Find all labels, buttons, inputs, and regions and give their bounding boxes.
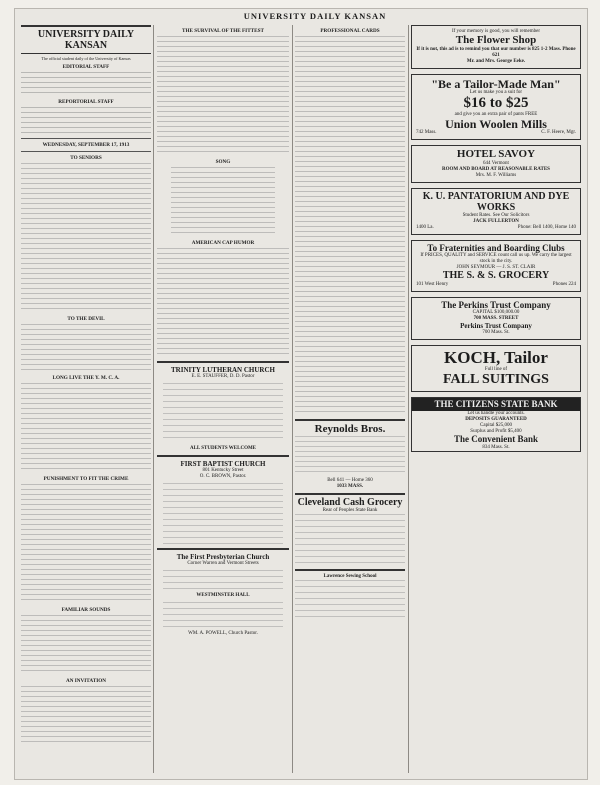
column-rule bbox=[292, 25, 293, 773]
ad-address: 700 Mass. St. bbox=[482, 330, 510, 336]
ad-address: 644 Vermont bbox=[483, 161, 509, 167]
ad-title: The Flower Shop bbox=[455, 34, 537, 46]
ad-address: 1033 MASS. bbox=[336, 483, 364, 489]
ad-title: The Perkins Trust Company bbox=[441, 299, 551, 310]
service-times bbox=[163, 570, 283, 590]
tailor-ad bbox=[411, 74, 581, 141]
church-note: ALL STUDENTS WELCOME bbox=[189, 446, 257, 451]
article-text bbox=[21, 484, 151, 604]
ad-address: 1400 La. bbox=[416, 225, 434, 231]
ad-names: JOHN SEYMOUR — J. S. ST. CLAIR bbox=[456, 265, 536, 271]
church-ad-title: The First Presbyterian Church bbox=[176, 553, 270, 561]
ad-line: Student Rates. See Our Solicitors bbox=[462, 213, 530, 219]
ad-title: Lawrence Sewing School bbox=[323, 574, 377, 580]
ad-text bbox=[295, 580, 405, 620]
ad-address: 834 Mass. St. bbox=[482, 444, 510, 450]
ad-firm: THE S. & S. GROCERY bbox=[442, 270, 550, 282]
service-times bbox=[163, 602, 283, 628]
ads-column bbox=[411, 25, 581, 457]
article-text bbox=[157, 248, 289, 358]
church-ad-title: TRINITY LUTHERAN CHURCH bbox=[171, 366, 275, 374]
ad-owner: JACK FULLERTON bbox=[473, 219, 519, 225]
ad-line: Full line of bbox=[484, 367, 508, 373]
ad-line: and give you an extra pair of pants FREE bbox=[454, 111, 538, 117]
article-heading: THE SURVIVAL OF THE FITTEST bbox=[182, 28, 264, 34]
church-address: 801 Kentucky Street bbox=[202, 468, 244, 473]
ad-phone: Phone: Bell 1400, Home 140 bbox=[517, 225, 576, 231]
column-rule bbox=[153, 25, 154, 773]
poem-heading: SONG bbox=[215, 159, 231, 165]
ad-sub: DEPOSITS GUARANTEED bbox=[465, 417, 527, 423]
article-text bbox=[21, 163, 151, 313]
date-line: WEDNESDAY, SEPTEMBER 17, 1913 bbox=[42, 142, 130, 149]
staff-heading: REPORTORIAL STAFF bbox=[58, 99, 114, 106]
article-heading: TO SENIORS bbox=[70, 155, 102, 162]
church-ad-title: FIRST BAPTIST CHURCH bbox=[180, 460, 266, 468]
article-text bbox=[21, 383, 151, 473]
staff-list bbox=[21, 107, 151, 135]
ad-line: Rear of Peoples State Bank bbox=[322, 508, 378, 514]
ad-sign: Mr. and Mrs. George Eeke. bbox=[466, 58, 526, 64]
grocery-ad bbox=[411, 240, 581, 292]
ad-title: Cleveland Cash Grocery bbox=[297, 496, 403, 508]
article-heading: LONG LIVE THE Y. M. C. A. bbox=[52, 375, 120, 382]
features-column bbox=[157, 25, 289, 637]
paper-subtitle: The official student daily of the University of Kansas bbox=[41, 56, 131, 61]
chapel-name: WESTMINSTER HALL bbox=[196, 593, 250, 598]
professional-cards bbox=[295, 36, 405, 416]
ad-text bbox=[295, 436, 405, 476]
newspaper-page bbox=[14, 8, 588, 780]
ad-line: If it is not, this ad is to remind you that our number is 825 1-2 Mass. Phone 621 bbox=[416, 46, 576, 58]
service-times bbox=[163, 483, 283, 545]
ad-phone: Phones 224 bbox=[552, 281, 576, 287]
ad-line: If your memory is good, you will remember bbox=[451, 29, 541, 34]
article-text bbox=[157, 36, 289, 156]
ad-firm: Union Woolen Mills bbox=[445, 116, 547, 131]
service-times bbox=[163, 383, 283, 443]
ad-title: K. U. PANTATORIUM AND DYE WORKS bbox=[422, 191, 570, 213]
ad-capital: CAPITAL $100,000.00 bbox=[472, 310, 520, 316]
masthead: UNIVERSITY DAILY KANSAN bbox=[243, 11, 387, 21]
ad-capital: Capital $25,000 bbox=[480, 423, 512, 429]
church-pastor: O. C. BROWN, Pastor. bbox=[199, 474, 247, 479]
ad-price: $16 to $25 bbox=[463, 95, 529, 112]
article-heading: FAMILIAR SOUNDS bbox=[61, 607, 111, 614]
ad-manager: C. F. Heere, Mgr. bbox=[541, 130, 576, 136]
article-heading: AMERICAN CAP HUMOR bbox=[191, 240, 255, 246]
ad-firm: Perkins Trust Company bbox=[460, 322, 532, 331]
ad-text bbox=[295, 514, 405, 566]
article-text bbox=[21, 324, 151, 372]
article-heading: TO THE DEVIL bbox=[67, 316, 105, 323]
ad-title: To Fraternities and Boarding Clubs bbox=[427, 243, 565, 254]
ad-line: If PRICES, QUALITY and SERVICE count call us up. We carry the largest stock in the city. bbox=[420, 253, 572, 265]
ad-banner: The Convenient Bank bbox=[453, 434, 539, 445]
ad-address: 700 MASS. STREET bbox=[473, 316, 519, 322]
ad-title: Reynolds Bros. bbox=[314, 423, 386, 435]
bank-ad bbox=[411, 397, 581, 452]
ad-title: "Be a Tailor-Made Man" bbox=[431, 76, 561, 91]
article-text bbox=[21, 686, 151, 746]
staff-list bbox=[21, 72, 151, 96]
hotel-ad bbox=[411, 145, 581, 183]
ad-line: ROOM AND BOARD AT REASONABLE RATES bbox=[442, 167, 550, 173]
paper-name: UNIVERSITY DAILY KANSAN bbox=[21, 25, 151, 54]
cards-heading: PROFESSIONAL CARDS bbox=[320, 28, 380, 34]
ad-title: THE CITIZENS STATE BANK bbox=[412, 398, 580, 411]
ad-proprietor: Mrs. M. F. Williams bbox=[475, 173, 517, 179]
church-pastor: WM. A. POWELL, Church Pastor. bbox=[188, 631, 258, 636]
ad-line: Let us handle your accounts. bbox=[467, 411, 525, 417]
ad-title: KOCH, Tailor bbox=[444, 348, 548, 368]
trust-company-ad bbox=[411, 297, 581, 340]
staff-heading: EDITORIAL STAFF bbox=[62, 64, 110, 71]
ad-title: HOTEL SAVOY bbox=[456, 148, 536, 161]
church-address: Corner Warren and Vermont Streets bbox=[187, 561, 259, 566]
article-heading: AN INVITATION bbox=[65, 678, 106, 685]
editorial-column bbox=[21, 25, 151, 748]
ad-phones: Bell 641 — Home 360 bbox=[327, 477, 373, 483]
ad-address: 101 West Henry bbox=[416, 281, 449, 287]
ad-line: Let us make you a suit for bbox=[469, 90, 523, 96]
cards-column bbox=[295, 25, 405, 622]
ad-sub: FALL SUITINGS bbox=[443, 372, 549, 388]
poem-text bbox=[171, 167, 275, 237]
ad-surplus: Surplus and Profit $5,400 bbox=[470, 429, 522, 435]
flower-shop-ad bbox=[411, 25, 581, 69]
pantatorium-ad bbox=[411, 188, 581, 235]
koch-tailor-ad bbox=[411, 345, 581, 392]
article-text bbox=[21, 615, 151, 675]
article-heading: PUNISHMENT TO FIT THE CRIME bbox=[43, 476, 129, 483]
column-rule bbox=[408, 25, 409, 773]
ad-address: 742 Mass. bbox=[416, 130, 437, 136]
church-pastor: E. E. STAUFFER, D. D. Pastor bbox=[191, 374, 255, 379]
